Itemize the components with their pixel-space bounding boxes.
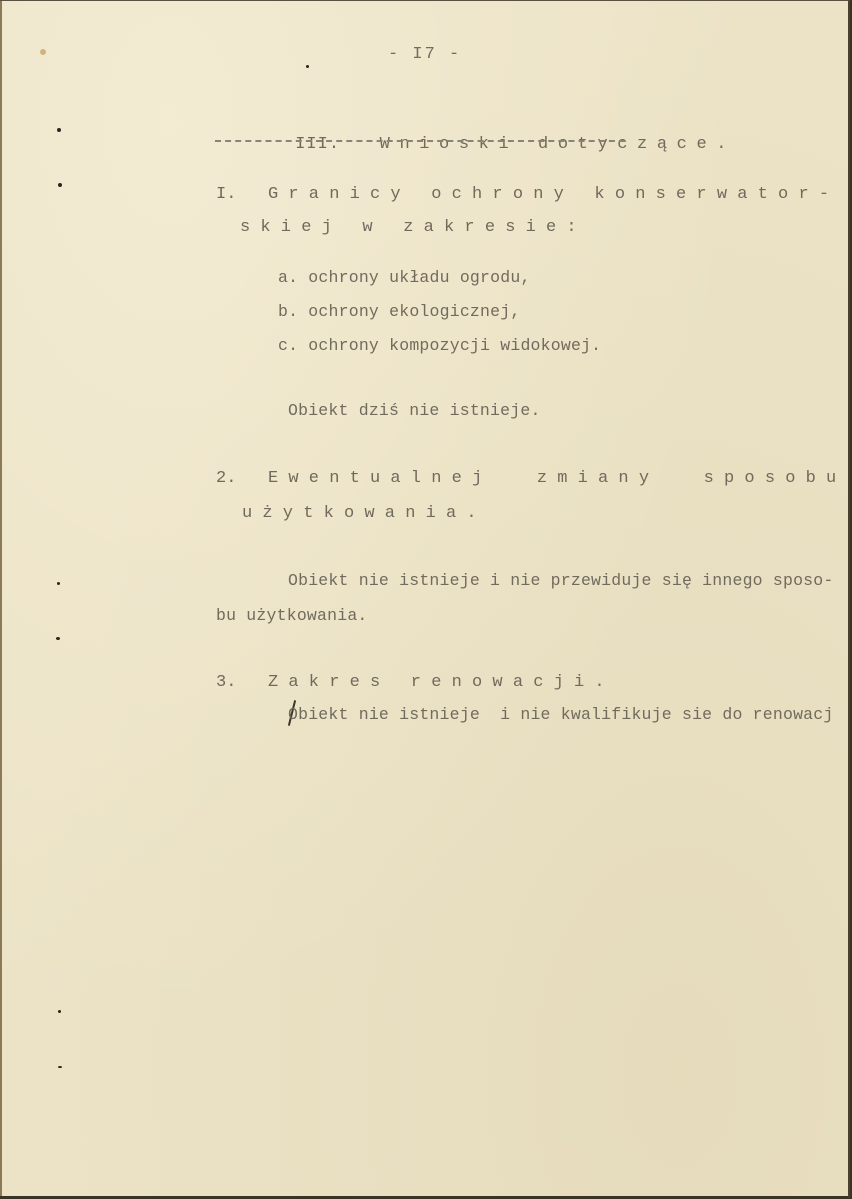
item-3-note: Obiekt nie istnieje i nie kwalifikuje sie do renowacj: [288, 705, 834, 724]
section-numeral: III.: [295, 135, 341, 154]
page-edge: [0, 1, 2, 1196]
margin-speck: [56, 637, 60, 640]
text-speck: [306, 65, 309, 68]
item-1-subitem-b: b. ochrony ekologicznej,: [278, 302, 521, 321]
page-number: - I7 -: [388, 45, 462, 64]
margin-speck: [57, 128, 61, 132]
item-1-number: I.: [216, 185, 237, 204]
item-2-note-line2: bu użytkowania.: [216, 606, 368, 625]
section-heading: [216, 115, 736, 175]
margin-speck: [58, 1066, 62, 1068]
item-1-heading-line2: skiej w zakresie:: [240, 218, 587, 237]
item-2-heading-line2: użytkowania.: [242, 504, 487, 523]
item-1-subitem-c: c. ochrony kompozycji widokowej.: [278, 336, 602, 355]
item-3-heading: Zakres renowacji.: [268, 673, 615, 692]
item-2-number: 2.: [216, 469, 237, 488]
item-2-note-line1: Obiekt nie istnieje i nie przewiduje się innego sposo-: [288, 571, 834, 590]
item-1-subitem-a: a. ochrony układu ogrodu,: [278, 268, 531, 287]
margin-speck: [58, 1010, 61, 1013]
item-1-heading-line1: Granicy ochrony konserwator-: [268, 185, 840, 204]
item-2-heading-line1: Ewentualnej zmiany sposobu: [268, 469, 847, 488]
section-title: Wnioski dotyczące.: [379, 135, 737, 154]
margin-speck: [57, 582, 60, 585]
item-3-number: 3.: [216, 673, 237, 692]
margin-speck: [58, 183, 62, 187]
item-1-note: Obiekt dziś nie istnieje.: [288, 401, 541, 420]
heading-underline: [215, 140, 625, 142]
paper-stain: [40, 49, 46, 55]
